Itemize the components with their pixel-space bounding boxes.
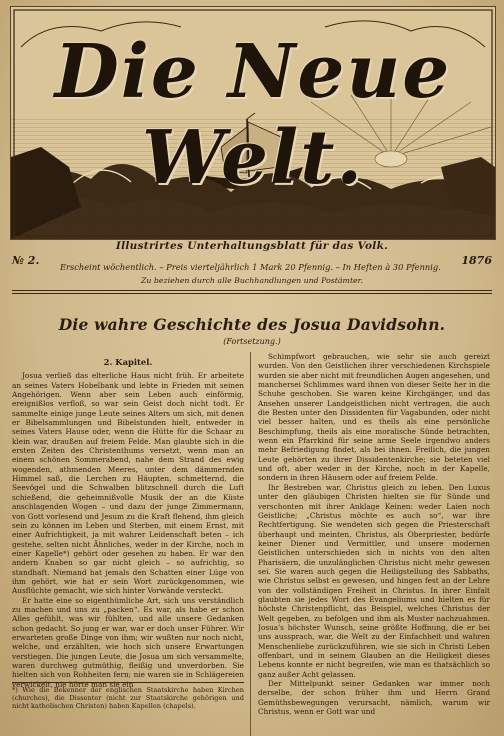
issue-number: № 2. <box>12 254 40 267</box>
paragraph: Schimpfwort gebrauchen, wie sehr sie auch gereizt wurden. Von den Geistlichen ihrer verschiedenen Kirchspiele wurden sie aber nicht mit freundlichen Augen angesehen, und manchersei Schlimmes ward ihnen von dieser Seite her in die Schuhe geschoben. Sie waren keine Kirchgänger, und das Ansehen unserer Landgeistlichen nicht vertragen, die auch die Besten unter den Dissidenten für Vagabunden, oder nicht viel besser halten, und es theils als eine persönliche Beschimpfung, theils als eine moralische Sünde betrachten, wenn ein Pfarrkind für seine arme Seele irgendwo anders mehr Befriedigung findet, als bei ihnen. Freilich, die jungen Leute gehörten zu ihrer Dissidentenkirche; sie beteten viel und oft, aber weder in der Kirche, noch in der Kapelle, sondern in ihren Häusern oder auf freiem Felde. <box>258 352 490 483</box>
paragraph: Josua verließ das elterliche Haus nicht früh. Er arbeitete an seines Vaters Hobelbank und lebte in Frieden mit seinen Angehörigen. Wenn aber sein Leben auch einförmig, ereignißlos verfloß, so war sein Geist doch nicht todt. Er sammelte einige junge Leute seines Alters um sich, mit denen er Bibelsammlungen und Bibelstunden hielt, entweder in seines Vaters Hause oder, wenn die Hütte für die Schaar zu klein war, draußen auf freiem Felde. Man glaubte sich in die ersten Zeiten des Christenthums versetzt, wenn man an einem schönen Sommerabend, nahe dem Strand des ewig wogenden, athmenden Meeres, unter dem dämmernden Himmel saß, die Lerchen zu Häupten, schmetternd, die Seevögel und die Schwalben blitzschnell durch die Luft schießend, die geheimnißvolle Musik der an die Küste anschlagenden Wogen – und dazu der junge Zimmermann, von Gott vorlesend und Jesum zu die Kraft flehend, ihm gleich sein zu können im Leben und Sterben, mit einem Ernst, mit einer Aufrichtigkeit, ja mit wahrer Leidenschaft beten – ich gestehe, selten nicht Ähnliches, weder in der Kirche, noch in einer Kapelle*) gehört oder gesehen zu haben. Er war den andern Knaben so gar nicht gleich – so aufrichtig, so standhaft. Niemand hat jemals den Schatten einer Lüge von ihm gehört, wie hat er sein Wort zurückgenommen, wie Ausflüchte gemacht, wie sich hinter Vorwände versteckt. <box>12 371 244 596</box>
masthead-engraving <box>10 6 496 240</box>
masthead-title: Die Neue Welt. <box>54 29 452 201</box>
article-headline: Die wahre Geschichte des Josua Davidsohn. <box>58 315 446 334</box>
header-rule-thick <box>12 290 492 291</box>
distribution-info: Zu beziehen durch alle Buchhandlungen und Postämter. <box>140 276 364 285</box>
header-rule-thin <box>12 293 492 294</box>
issue-year: 1876 <box>461 254 492 267</box>
paragraph: Der Mittelpunkt seiner Gedanken war immer noch derselbe, der schon früher ihm und Herrn Grand Gemüthsbewegungen verursacht, nämlich, warum wir Christus, wenn er Gott war und <box>258 679 490 717</box>
article-continuation: (Fortsetzung.) <box>223 337 281 346</box>
paragraph: Ihr Bestreben war, Christus gleich zu leben. Den Luxus unter den gläubigen Christen hielten sie für Sünde und verschonten mit ihrer Anklage Keinen: weder Laien noch Geistliche; „Christus möchte es auch so“, war ihre Rechtfertigung. Sie wendeten sich gegen die Priesterschaft überhaupt und meinten, Christus, als Oberpriester, bedürfe keiner Diener und Vermittler, und unsere modernen Geistlichen unterschieden sich in nichts von den alten Pharisäern, die unzulänglichen Christus nicht mehr gewesen sei. Sie waren auch gegen die Heiligstellung des Sabbaths, wie Christus selbst es gewesen, und hingen fest an der Lehre von der vollständigen Freiheit in Christus. In ihrer Einfalt glaubten sie jedes Wort des Evangeliums und hielten es für höchste Christenpflicht, das Beispiel, welches Christus der Welt gegeben, zu befolgen und ihm als Muster nachzuahmen. Josua's höchster Wunsch, seine größte Hoffnung, die er bei uns aussprach, war, die Welt zu der Einfachheit und wahren Menschenliebe zurückzuführen, wie sie sich in Christi Leben offenbart, und in seinem Glauben an die Heiligkeit dieses Lebens konnte er nicht begreifen, wie man es thatsächlich so ganz außer Acht gelassen. <box>258 482 490 679</box>
publication-info: Erscheint wöchentlich. – Preis vierteljährlich 1 Mark 20 Pfennig. – In Heften à 30 Pfennig. <box>60 262 441 272</box>
chapter-heading: 2. Kapitel. <box>103 357 153 367</box>
column-divider <box>250 352 251 736</box>
footnote: *) Wie die Bekenner der englischen Staatskirche haben Kirchen (churches), die Dissenter (nicht zur Staatskirche gehörigen und nicht katholischen Christen) haben Kapellen (chapels). <box>12 682 244 711</box>
article-column-right <box>258 352 490 736</box>
paragraph: Er hatte eine so eigenthümliche Art, sich uns verständlich zu machen und uns zu „packen“. Es war, als habe er schon Alles gefühlt, was wir fühlten, und alle unsere Gedanken schon gedacht. So jung er war, war er doch unser Führer. Wir erwarteten große Dinge von ihm; wir wußten nur noch nicht, welche, und erzählten, wie hoch sich unsere Erwartungen verstiegen. Die jungen Leute, die Josua um sich versammelte, waren durchweg gutmüthig, fleißig und unverdorben. Sie hielten sich von Rohheiten fern; nie waren sie in Schlägereien verwickelt, nie hörte man sie ein <box>12 595 244 689</box>
article-column-left <box>12 352 244 736</box>
masthead-subtitle: Illustrirtes Unterhaltungsblatt für das Volk. <box>115 240 389 252</box>
